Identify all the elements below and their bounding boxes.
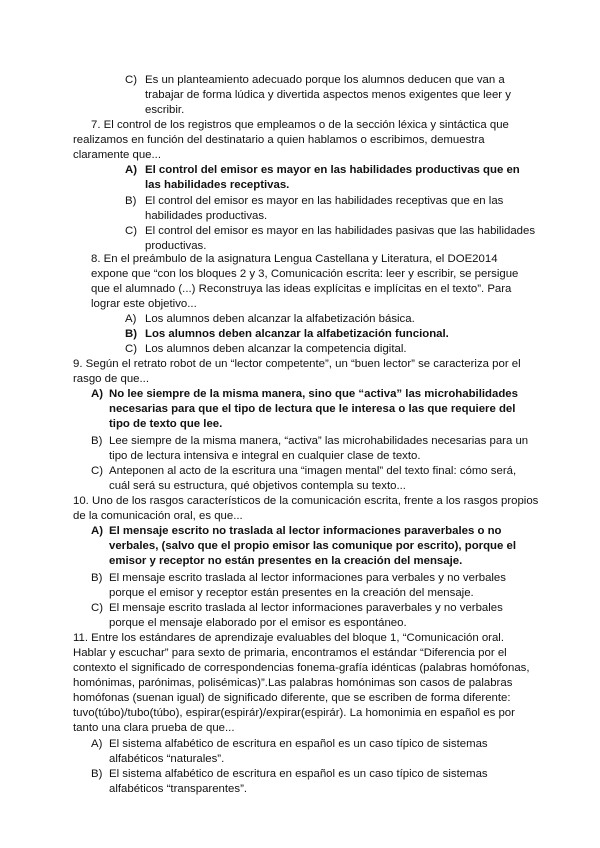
question-stem: rasgo de que...: [73, 373, 149, 385]
question-stem: 10. Uno de los rasgos característicos de la comunicación escrita, frente a los rasgos propios: [73, 495, 539, 507]
question-stem: tuvo(túbo)/tubo(túbo), espirar(espirár)/expirar(espirár). La homonimia en español es por: [73, 707, 515, 719]
option-text: alfabéticos “transparentes”.: [109, 783, 248, 795]
option-text: Lee siempre de la misma manera, “activa” las microhabilidades necesarias para un: [109, 435, 529, 447]
correct-option-text: Los alumnos deben alcanzar la alfabetización funcional.: [145, 328, 449, 340]
option-text: productivas.: [145, 240, 207, 252]
question-stem: 11. Entre los estándares de aprendizaje evaluables del bloque 1, “Comunicación oral.: [73, 632, 505, 644]
option-label: A): [125, 164, 138, 176]
option-label: C): [91, 602, 104, 614]
option-text: Los alumnos deben alcanzar la alfabetización básica.: [145, 313, 415, 325]
option-text: Es un planteamiento adecuado porque los alumnos deducen que van a: [145, 74, 505, 86]
correct-option-text: El mensaje escrito no traslada al lector informaciones paraverbales o no: [109, 525, 502, 537]
question-stem: homónimas, parónimas, polisémicas)”.Las palabras homónimas son casos de palabras: [73, 677, 513, 689]
question-stem: de la comunicación oral, es que...: [73, 510, 243, 522]
question-stem: Hablar y escuchar” para sexto de primaria, encontramos el estándar “Diferencia por el: [73, 647, 507, 659]
option-label: A): [91, 738, 103, 750]
option-label: C): [125, 74, 138, 86]
question-stem: que el alumnado (...) Reconstruya las ideas explícitas e implícitas en el texto”. Para: [91, 283, 512, 295]
option-label: B): [91, 572, 103, 584]
question-stem: claramente que...: [73, 149, 162, 161]
option-text: habilidades productivas.: [145, 210, 268, 222]
option-label: A): [91, 388, 104, 400]
question-stem: lograr este objetivo...: [91, 298, 197, 310]
option-text: trabajar de forma lúdica y divertida aspectos menos exigentes que leer y: [145, 89, 511, 101]
option-label: C): [125, 343, 138, 355]
option-text: El control del emisor es mayor en las habilidades receptivas que en las: [145, 195, 504, 207]
question-stem: tanto una clara prueba de que...: [73, 722, 235, 734]
option-label: B): [125, 328, 138, 340]
option-text: Los alumnos deben alcanzar la competencia digital.: [145, 343, 407, 355]
option-label: A): [125, 313, 137, 325]
correct-option-text: tipo de texto que lee.: [109, 418, 223, 430]
question-stem: 7. El control de los registros que empleamos o de la sección léxica y sintáctica que: [91, 119, 509, 131]
question-stem: homófonas (suenan igual) de significado diferente, que se escriben de forma diferente:: [73, 692, 511, 704]
option-text: El mensaje escrito traslada al lector informaciones paraverbales y no verbales: [109, 602, 503, 614]
correct-option-text: No lee siempre de la misma manera, sino que “activa” las microhabilidades: [109, 388, 518, 400]
option-label: B): [91, 768, 103, 780]
option-text: tipo de lectura intensiva e integral en cualquier clase de texto.: [109, 450, 421, 462]
option-text: El mensaje escrito traslada al lector informaciones para verbales y no verbales: [109, 572, 506, 584]
question-stem: contexto el significado de correspondencias fonema-grafía idénticas (palabras homófonas,: [73, 662, 530, 674]
option-text: El sistema alfabético de escritura en español es un caso típico de sistemas: [109, 768, 488, 780]
correct-option-text: necesarias para que el tipo de lectura que le interesa o las que requiere del: [109, 403, 516, 415]
correct-option-text: El control del emisor es mayor en las habilidades productivas que en: [145, 164, 520, 176]
option-text: El sistema alfabético de escritura en español es un caso típico de sistemas: [109, 738, 488, 750]
option-label: B): [91, 435, 103, 447]
option-text: cuál será su estructura, qué objetivos contempla su texto...: [109, 480, 406, 492]
question-stem: realizamos en función del destinatario a quien hablamos o escribimos, demuestra: [73, 134, 485, 146]
option-label: B): [125, 195, 137, 207]
correct-option-text: emisor y receptor no están presentes en la creación del mensaje.: [109, 555, 463, 567]
question-stem: 8. En el preámbulo de la asignatura Lengua Castellana y Literatura, el DOE2014: [91, 253, 498, 265]
option-text: alfabéticos “naturales”.: [109, 753, 225, 765]
correct-option-text: las habilidades receptivas.: [145, 179, 290, 191]
question-stem: expone que “con los bloques 2 y 3, Comunicación escrita: leer y escribir, se persigue: [91, 268, 519, 280]
option-text: escribir.: [145, 104, 185, 116]
option-text: porque el emisor y receptor están presentes en la creación del mensaje.: [109, 587, 474, 599]
option-text: El control del emisor es mayor en las habilidades pasivas que las habilidades: [145, 225, 536, 237]
question-stem: 9. Según el retrato robot de un “lector competente”, un “buen lector” se caracteriza por el: [73, 358, 521, 370]
option-text: Anteponen al acto de la escritura una “imagen mental” del texto final: cómo será,: [109, 465, 517, 477]
option-label: A): [91, 525, 104, 537]
option-label: C): [125, 225, 138, 237]
option-label: C): [91, 465, 104, 477]
correct-option-text: verbales, (salvo que el propio emisor las comunique por escrito), porque el: [109, 540, 517, 552]
option-text: porque el mensaje elaborado por el emisor es espontáneo.: [109, 617, 407, 629]
